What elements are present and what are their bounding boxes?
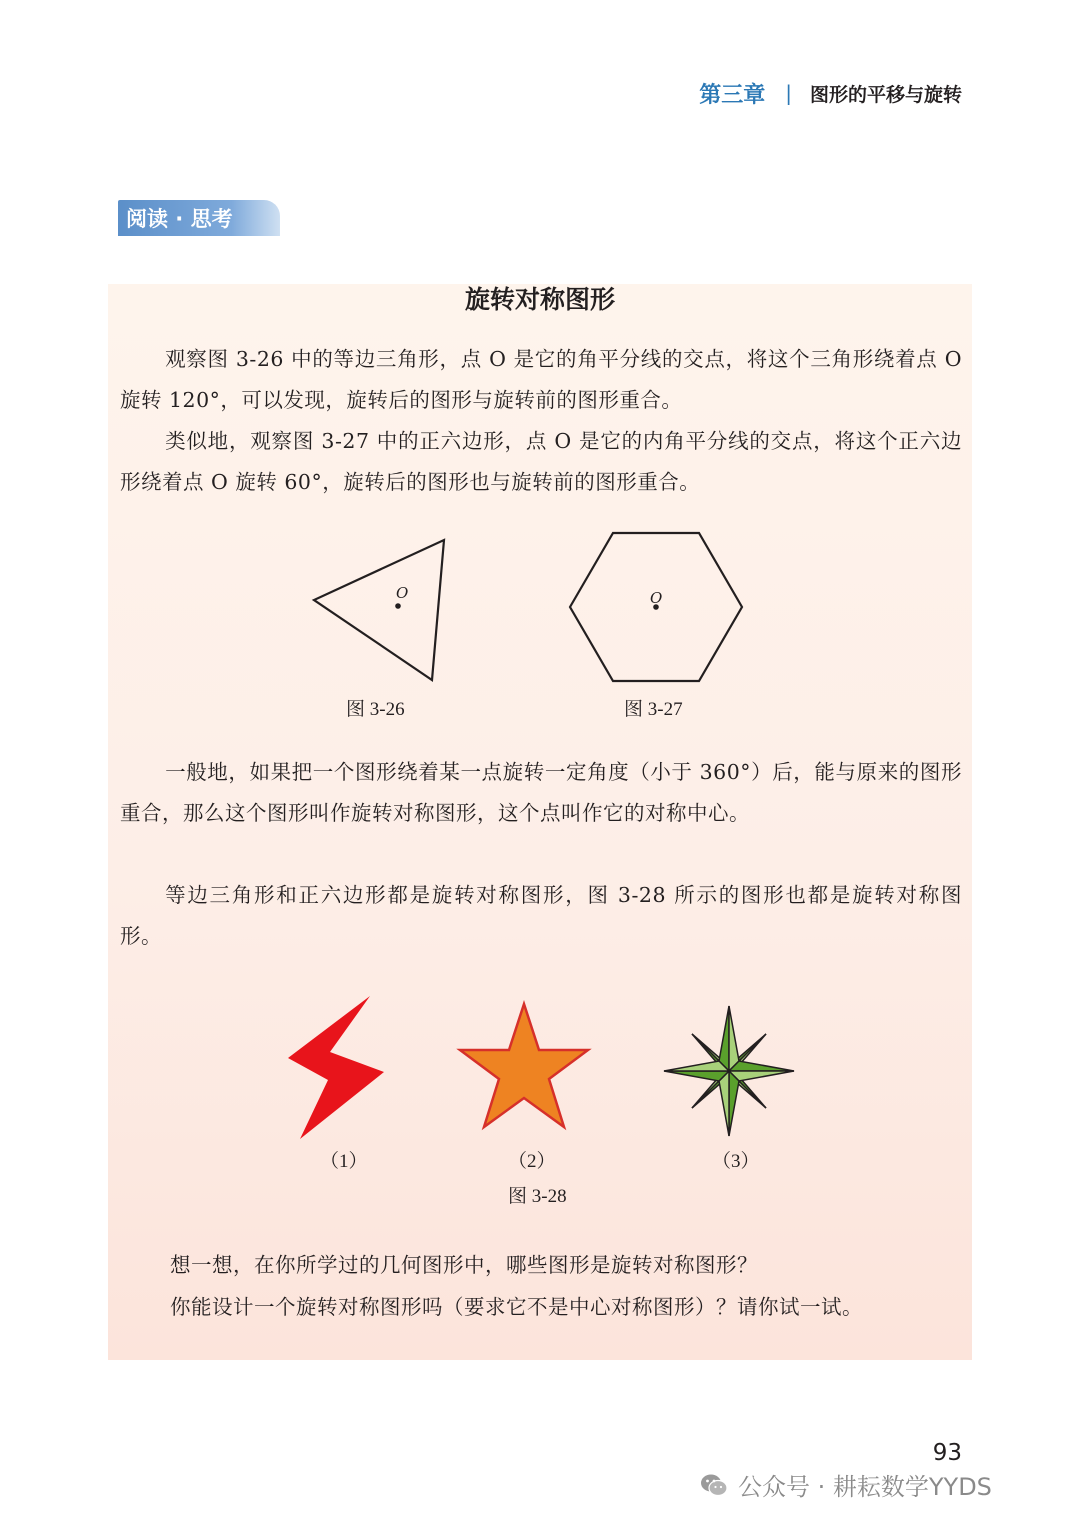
equilateral-triangle (314, 540, 444, 680)
chapter-number: 第三章 (699, 82, 766, 108)
compass-star-shape (664, 1006, 794, 1136)
watermark-text: 公众号 · 耕耘数学YYDS (738, 1473, 992, 1501)
paragraph-1: 观察图 3-26 中的等边三角形，点 O 是它的角平分线的交点，将这个三角形绕着点 O 旋转 120°，可以发现，旋转后的图形与旋转前的图形重合。 (120, 347, 962, 412)
page-number: 93 (932, 1440, 962, 1466)
sub-caption-2: （2） (508, 1151, 556, 1172)
sub-caption-1: （1） (320, 1151, 368, 1172)
compass-star-figure (662, 1004, 796, 1138)
caption-3-27: 图 3-27 (624, 699, 683, 720)
question-1: 想一想，在你所学过的几何图形中，哪些图形是旋转对称图形？ (170, 1253, 758, 1277)
question-2: 你能设计一个旋转对称图形吗（要求它不是中心对称图形）？请你试一试。 (170, 1295, 863, 1319)
point-label: O (396, 584, 409, 602)
header-separator: | (785, 81, 792, 105)
star-figure (454, 1000, 594, 1135)
article-title: 旋转对称图形 (464, 285, 615, 314)
chapter-title: 图形的平移与旋转 (809, 83, 962, 106)
paragraph-4: 等边三角形和正六边形都是旋转对称图形，图 3-28 所示的图形也都是旋转对称图形。 (120, 883, 962, 948)
lightning-bolt-shape (288, 996, 384, 1139)
figure-3-27-hexagon (560, 525, 750, 690)
sub-caption-3: （3） (712, 1151, 760, 1172)
center-point (395, 603, 401, 609)
caption-3-28: 图 3-28 (508, 1186, 567, 1207)
caption-3-26: 图 3-26 (346, 699, 405, 720)
paragraph-3: 一般地，如果把一个图形绕着某一点旋转一定角度（小于 360°）后，能与原来的图形重合，那么这个图形叫作旋转对称图形，这个点叫作它的对称中心。 (120, 760, 962, 825)
paragraph-2: 类似地，观察图 3-27 中的正六边形，点 O 是它的内角平分线的交点，将这个正六边形绕着点 O 旋转 60°，旋转后的图形也与旋转前的图形重合。 (120, 429, 962, 494)
section-tag: 阅读 · 思考 (118, 200, 280, 236)
chapter-header (699, 76, 962, 110)
figure-3-26-triangle (300, 530, 460, 690)
lightning-bolt-figure (284, 994, 388, 1142)
wechat-icon (700, 1472, 728, 1498)
five-pointed-star (460, 1004, 588, 1127)
watermark (700, 1467, 992, 1502)
point-label: O (650, 589, 663, 607)
